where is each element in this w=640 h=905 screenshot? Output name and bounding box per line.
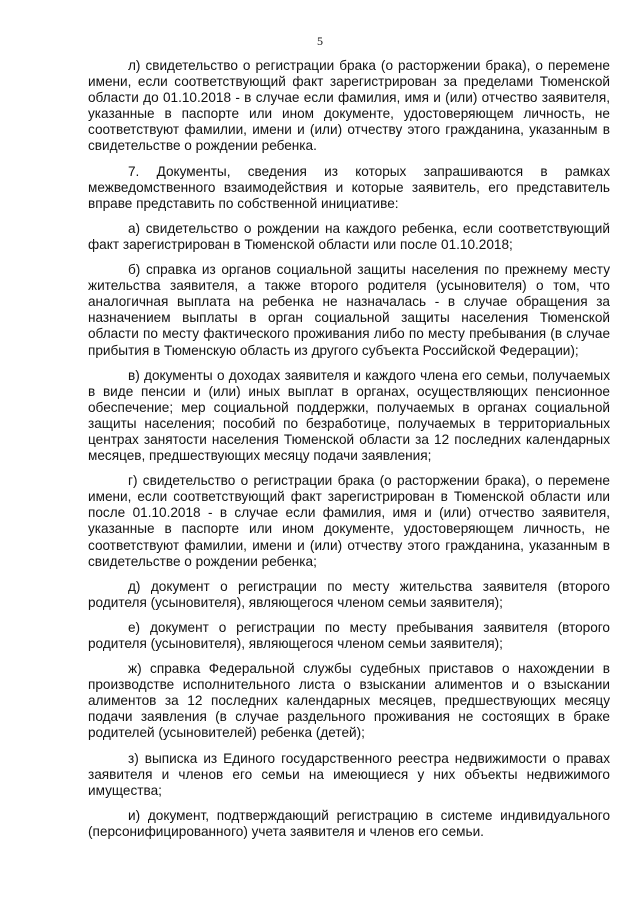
paragraph-zh: ж) справка Федеральной службы судебных приставов о нахождении в производстве исполнительного листа о взыскании алиментов и о взыскании алиментов за 12 последних календарных месяцев, предшествующих месяцу подачи заявления (в случае раздельного проживания не состоящих в браке родителей (усыновителей) ребенка (детей); [88, 661, 610, 741]
paragraph-section-7: 7. Документы, сведения из которых запрашиваются в рамках межведомственного взаимодействия и которые заявитель, его представитель вправе представить по собственной инициативе: [88, 163, 610, 211]
paragraph-v: в) документы о доходах заявителя и каждого члена его семьи, получаемых в виде пенсии и (или) иных выплат в органах, осуществляющих пенсионное обеспечение; мер социальной поддержки, получаемых в органах социальной защиты населения; пособий по безработице, получаемых в территориальных центрах занятости населения Тюменской области за 12 последних календарных месяцев, предшествующих месяцу подачи заявления; [88, 367, 610, 464]
page-number: 5 [317, 34, 323, 48]
paragraph-e: е) документ о регистрации по месту пребывания заявителя (второго родителя (усыновителя), являющегося членом семьи заявителя); [88, 619, 610, 651]
paragraph-d: д) документ о регистрации по месту жительства заявителя (второго родителя (усыновителя), являющегося членом семьи заявителя); [88, 578, 610, 610]
paragraph-l: л) свидетельство о регистрации брака (о расторжении брака), о перемене имени, если соответствующий факт зарегистрирован за пределами Тюменской области до 01.10.2018 - в случае если фамилия, имя и (или) отчество заявителя, указанные в паспорте или ином документе, удостоверяющем личность, не соответствуют фамилии, имени и (или) отчеству этого гражданина, указанным в свидетельстве о рождении ребенка. [88, 58, 610, 154]
paragraph-a: а) свидетельство о рождении на каждого ребенка, если соответствующий факт зарегистрирован в Тюменской области или после 01.10.2018; [88, 220, 610, 252]
document-body [88, 58, 610, 849]
paragraph-z: з) выписка из Единого государственного реестра недвижимости о правах заявителя и членов его семьи на имеющиеся у них объекты недвижимого имущества; [88, 750, 610, 798]
paragraph-g: г) свидетельство о регистрации брака (о расторжении брака), о перемене имени, если соответствующий факт зарегистрирован в Тюменской области или после 01.10.2018 - в случае если фамилия, имя и (или) отчество заявителя, указанные в паспорте или ином документе, удостоверяющем личность, не соответствуют фамилии, имени и (или) отчеству этого гражданина, указанным в свидетельстве о рождении ребенка; [88, 473, 610, 569]
paragraph-i: и) документ, подтверждающий регистрацию в системе индивидуального (персонифицированного) учета заявителя и членов его семьи. [88, 807, 610, 839]
paragraph-b: б) справка из органов социальной защиты населения по прежнему месту жительства заявителя, а также второго родителя (усыновителя) о том, что аналогичная выплата на ребенка не назначалась - в случае обращения за назначением выплаты в орган социальной защиты населения Тюменской области по месту фактического проживания либо по месту пребывания (в случае прибытия в Тюменскую область из другого субъекта Российской Федерации); [88, 262, 610, 358]
